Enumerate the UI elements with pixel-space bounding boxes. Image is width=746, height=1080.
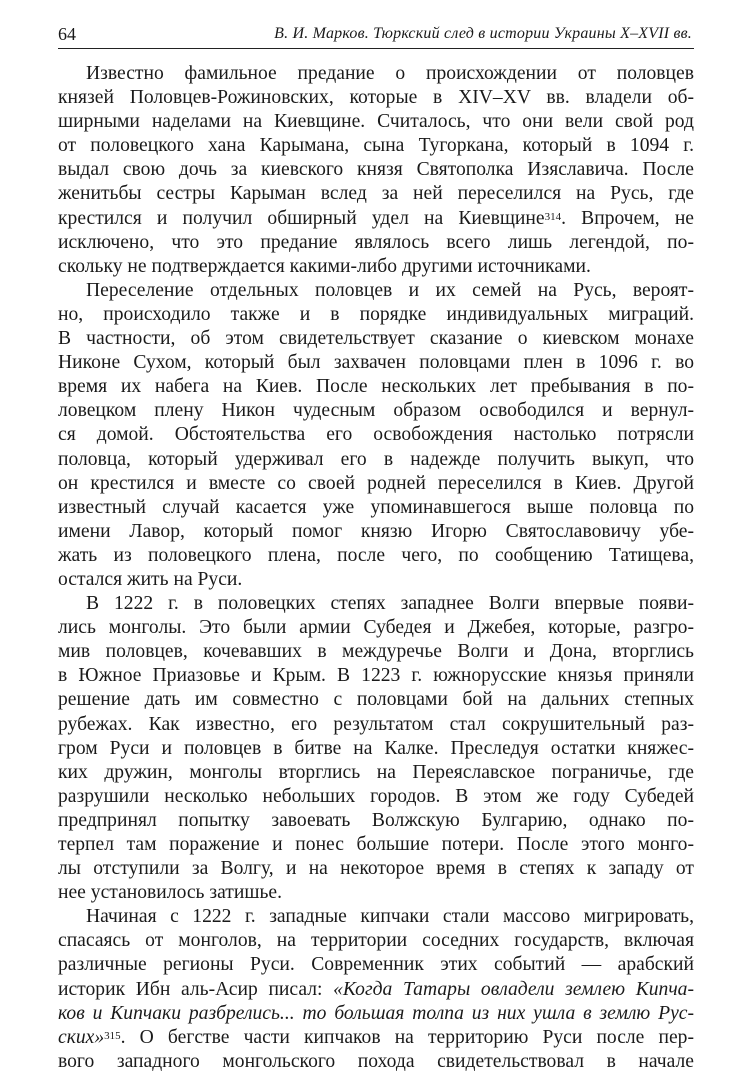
text-line: половца, который удерживал его в надежде получить выкуп, что [58, 448, 694, 470]
text-line: рубежах. Как известно, его результатом стал сокрушительный раз- [58, 713, 694, 735]
text-line: женитьбы сестры Карыман вслед за ней переселился на Русь, где [58, 183, 694, 205]
quote-fragment: ских» [58, 1026, 105, 1048]
text-line: Известно фамильное предание о происхождении от половцев [86, 63, 694, 84]
page-number: 64 [58, 24, 76, 44]
text-line: выдал свою дочь за киевского князя Святополка Изяславича. После [58, 159, 694, 181]
running-title: В. И. Марков. Тюркский след в истории Украины X–XVII вв. [274, 25, 692, 42]
text-line: в Южное Приазовье и Крым. В 1223 г. южнорусские князья приняли [58, 665, 694, 687]
text-line: жать из половецкого плена, после чего, по сообщению Татищева, [58, 544, 694, 566]
text-line: В 1222 г. в половецких степях западнее Волги впервые появи- [86, 593, 694, 615]
body-text [58, 62, 694, 1074]
text-line: лись монголы. Это были армии Субедея и Джебея, которые, разгро- [58, 617, 694, 639]
text-line: ких дружин, монголы вторглись на Переяславское пограничье, где [58, 761, 694, 783]
text-line: ширными наделами на Киевщине. Считалось, что они вели свой род [58, 111, 694, 133]
text-line: гром Руси и половцев в битве на Калке. Преследуя остатки княжес- [58, 737, 694, 759]
text-line: терпел там поражение и понес большие потери. После этого монго- [58, 834, 694, 855]
text-line: время их набега на Киев. После нескольких лет пребывания в по- [58, 376, 694, 398]
text-line: князей Половцев-Рожиновских, которые в XIV–XV вв. владели об- [58, 87, 694, 109]
text-line [58, 207, 694, 231]
text-line: вого западного монгольского похода свидетельствовал в начале [58, 1050, 694, 1072]
text-line: лы отступили за Волгу, и на некоторое время в степях к западу от [58, 858, 694, 880]
quote-fragment: «Когда Татары овладели землею Кипча- [333, 978, 694, 1000]
text-line: нее установилось затишье. [58, 882, 282, 904]
text-line: остался жить на Руси. [58, 568, 243, 590]
text-fragment: . О бегстве части кипчаков на территорию Руси после пер- [120, 1026, 694, 1048]
text-line: разрушили несколько небольших городов. В этом же году Субедей [58, 785, 694, 807]
text-line: Переселение отдельных половцев и их семей на Русь, вероят- [86, 279, 694, 301]
running-header [58, 20, 694, 49]
footnote-marker: 314 [544, 210, 562, 223]
text-line: Начиная с 1222 г. западные кипчаки стали массово мигрировать, [86, 906, 694, 928]
text-line: мив половцев, кочевавших в междуречье Волги и Дона, вторглись [58, 641, 694, 663]
text-line: предпринял попытку завоевать Волжскую Булгарию, однако по- [58, 809, 694, 831]
text-fragment: крестился и получил обширный удел на Киевщине [58, 207, 545, 229]
text-line: решение дать им совместно с половцами бой на дальних степных [58, 689, 694, 711]
quote-line: ков и Кипчаки разбрелись... то большая толпа из них ушла в землю Рус- [58, 1002, 694, 1024]
text-line: он крестился и вместе со своей родней переселился в Киев. Другой [58, 472, 694, 494]
text-line [58, 978, 694, 1002]
text-line: различные регионы Руси. Современник этих событий — арабский [58, 954, 694, 976]
text-line: имени Лавор, который помог князю Игорю Святославовичу убе- [58, 520, 694, 542]
text-fragment: . Впрочем, не [561, 207, 694, 229]
text-line: В частности, об этом свидетельствует сказание о киевском монахе [58, 328, 694, 350]
footnote-marker: 315 [104, 1029, 121, 1042]
text-line: Никоне Сухом, который был захвачен половцами плен в 1096 г. во [58, 352, 694, 374]
text-line: от половецкого хана Карымана, сына Тугоркана, который в 1094 г. [58, 135, 694, 157]
text-line: скольку не подтверждается какими-либо другими источниками. [58, 255, 591, 277]
text-line: ся домой. Обстоятельства его освобождения настолько потрясли [58, 424, 694, 446]
text-line: исключено, что это предание являлось всего лишь легендой, по- [58, 231, 694, 253]
text-fragment: историк Ибн аль-Асир писал: [58, 978, 334, 1000]
text-line [58, 1026, 694, 1050]
text-line: известный случай касается уже упоминавшегося выше половца по [58, 496, 694, 518]
text-line: но, происходило также и в порядке индивидуальных миграций. [58, 303, 694, 325]
text-line: ловецком плену Никон чудесным образом освободился и вернул- [58, 400, 694, 422]
text-line: спасаясь от монголов, на территории соседних государств, включая [58, 930, 694, 952]
